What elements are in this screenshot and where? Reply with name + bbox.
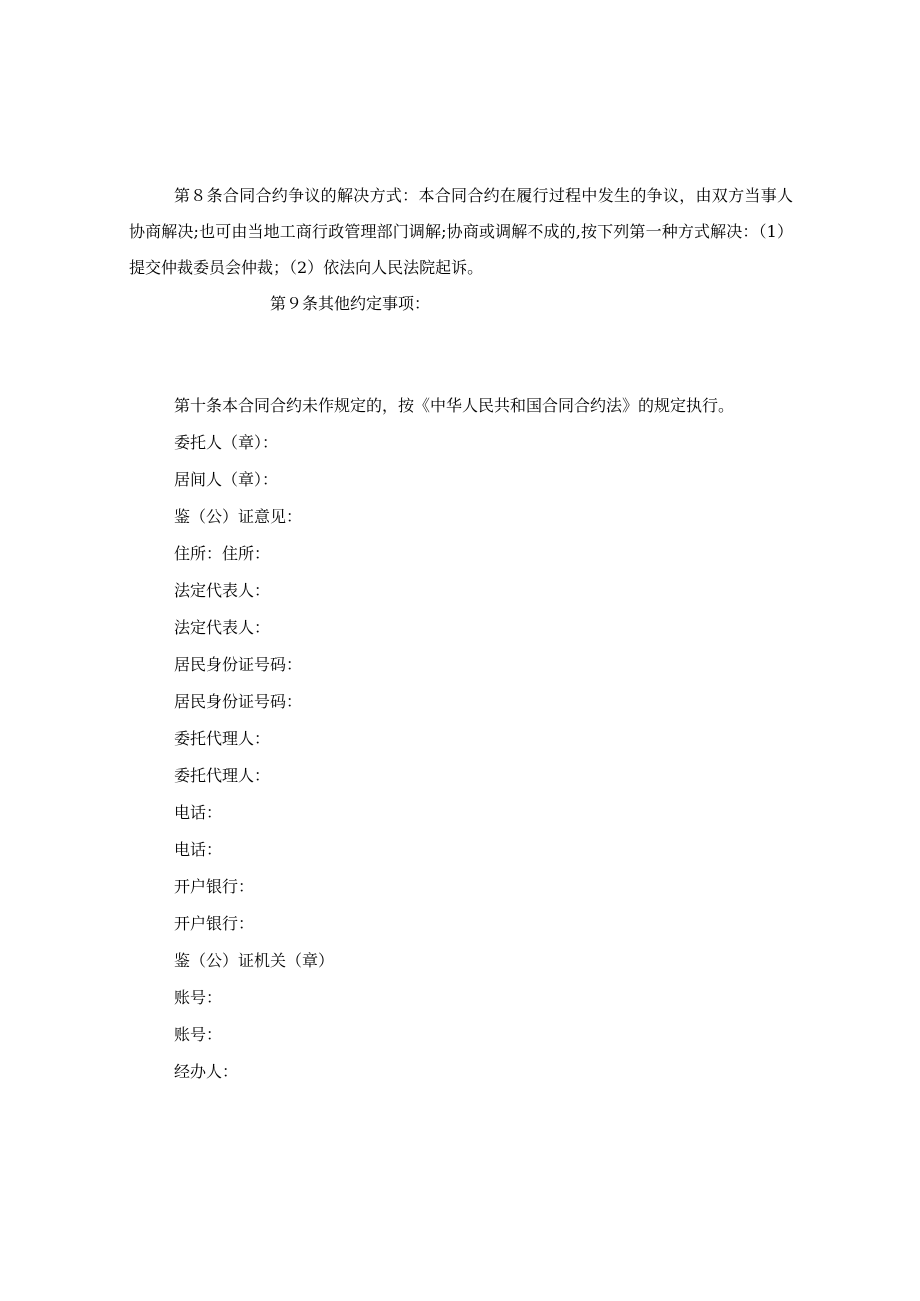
signature-field-list — [174, 424, 334, 1090]
field-phone-2: 电话： — [174, 840, 223, 859]
field-notarization-opinion: 鉴（公）证意见： — [174, 507, 303, 526]
field-intermediary-seal: 居间人（章）： — [174, 470, 279, 489]
field-notary-office-seal: 鉴（公）证机关（章） — [174, 951, 335, 970]
field-account-2: 账号： — [174, 1025, 223, 1044]
field-legal-representative-1: 法定代表人： — [174, 581, 271, 600]
field-authorized-agent-1: 委托代理人： — [174, 729, 271, 748]
field-bank-2: 开户银行： — [174, 914, 255, 933]
field-id-number-2: 居民身份证号码： — [174, 692, 303, 711]
clause-9-heading: 第９条其他约定事项： — [270, 294, 431, 313]
field-handler: 经办人： — [174, 1062, 239, 1081]
field-phone-1: 电话： — [174, 803, 223, 822]
field-address: 住所：住所： — [174, 544, 271, 563]
field-principal-seal: 委托人（章）： — [174, 433, 279, 452]
field-authorized-agent-2: 委托代理人： — [174, 766, 271, 785]
clause-10-paragraph: 第十条本合同合约未作规定的，按《中华人民共和国合同合约法》的规定执行。 — [174, 396, 735, 415]
field-account-1: 账号： — [174, 988, 223, 1007]
field-id-number-1: 居民身份证号码： — [174, 655, 303, 674]
field-bank-1: 开户银行： — [174, 877, 255, 896]
clause-8-paragraph: 第８条合同合约争议的解决方式：本合同合约在履行过程中发生的争议，由双方当事人协商解决;也可由当地工商行政管理部门调解;协商或调解不成的,按下列第一种方式解决：（1）提交仲裁委员会仲裁；（2）依法向人民法院起诉。 — [129, 186, 793, 277]
field-legal-representative-2: 法定代表人： — [174, 618, 271, 637]
